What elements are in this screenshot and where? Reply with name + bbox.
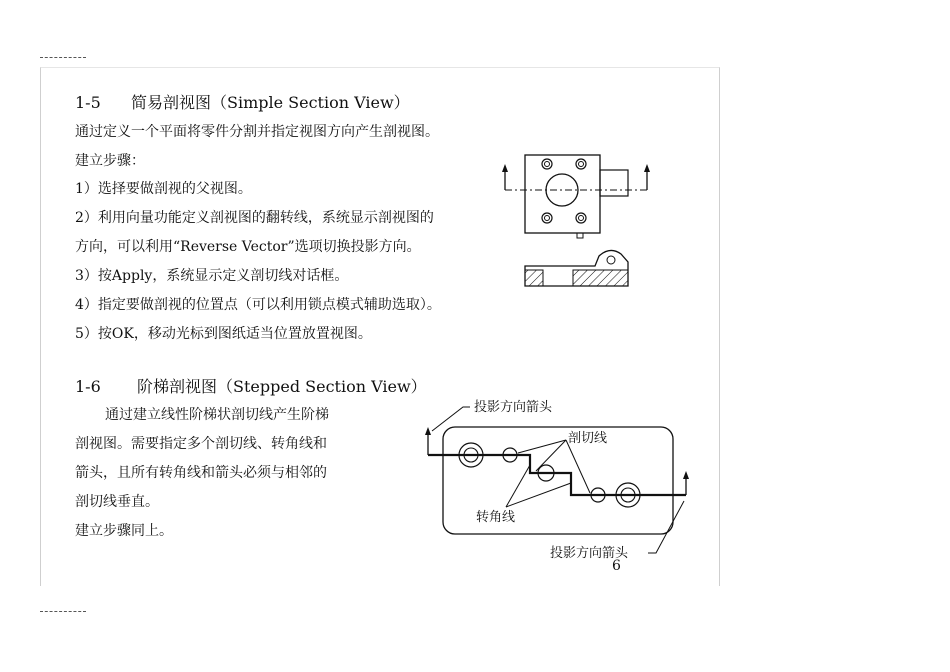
section-1-6-para-line: 通过建立线性阶梯状剖切线产生阶梯 bbox=[105, 407, 329, 423]
steps-heading: 建立步骤： bbox=[75, 153, 145, 169]
label-corner-line: 转角线 bbox=[476, 510, 516, 525]
section-1-5-heading bbox=[75, 90, 410, 113]
step-line: 2）利用向量功能定义剖视图的翻转线，系统显示剖视图的 bbox=[75, 210, 434, 226]
section-title: 阶梯剖视图（Stepped Section View） bbox=[137, 377, 427, 396]
step-line: 方向，可以利用“Reverse Vector”选项切换投影方向。 bbox=[75, 239, 421, 255]
label-cut-line: 剖切线 bbox=[568, 431, 608, 446]
section-1-6-para-line: 剖视图。需要指定多个剖切线、转角线和 bbox=[75, 436, 327, 452]
step-line: 4）指定要做剖视的位置点（可以利用锁点模式辅助选取）。 bbox=[75, 297, 441, 313]
arrow-up-icon bbox=[644, 164, 650, 172]
section-1-6-para-line: 剖切线垂直。 bbox=[75, 494, 159, 510]
arrow-up-icon bbox=[502, 164, 508, 172]
footer-dash-line bbox=[40, 611, 86, 612]
section-1-5-intro: 通过定义一个平面将零件分割并指定视图方向产生剖视图。 bbox=[75, 124, 439, 140]
part-outline bbox=[525, 155, 600, 233]
page-number: 6 bbox=[612, 558, 621, 574]
arrow-up-icon bbox=[683, 471, 689, 479]
part-boss-outline bbox=[600, 170, 628, 196]
header-dash-line bbox=[40, 57, 86, 58]
section-title: 简易剖视图（Simple Section View） bbox=[131, 93, 410, 112]
stepped-section-figure bbox=[418, 395, 693, 565]
simple-section-figure bbox=[495, 150, 660, 290]
section-1-6-para-line: 箭头，且所有转角线和箭头必须与相邻的 bbox=[75, 465, 327, 481]
section-number: 1-6 bbox=[75, 377, 101, 396]
arrow-up-icon bbox=[425, 427, 431, 435]
section-1-6-heading bbox=[75, 374, 427, 397]
step-line: 1）选择要做剖视的父视图。 bbox=[75, 181, 252, 197]
step-line: 3）按Apply，系统显示定义剖切线对话框。 bbox=[75, 268, 349, 284]
step-line: 5）按OK，移动光标到图纸适当位置放置视图。 bbox=[75, 326, 372, 342]
label-bottom-arrow: 投影方向箭头 bbox=[550, 546, 629, 561]
section-1-6-para-line: 建立步骤同上。 bbox=[75, 523, 173, 539]
label-top-arrow: 投影方向箭头 bbox=[474, 400, 553, 415]
section-number: 1-5 bbox=[75, 93, 101, 112]
